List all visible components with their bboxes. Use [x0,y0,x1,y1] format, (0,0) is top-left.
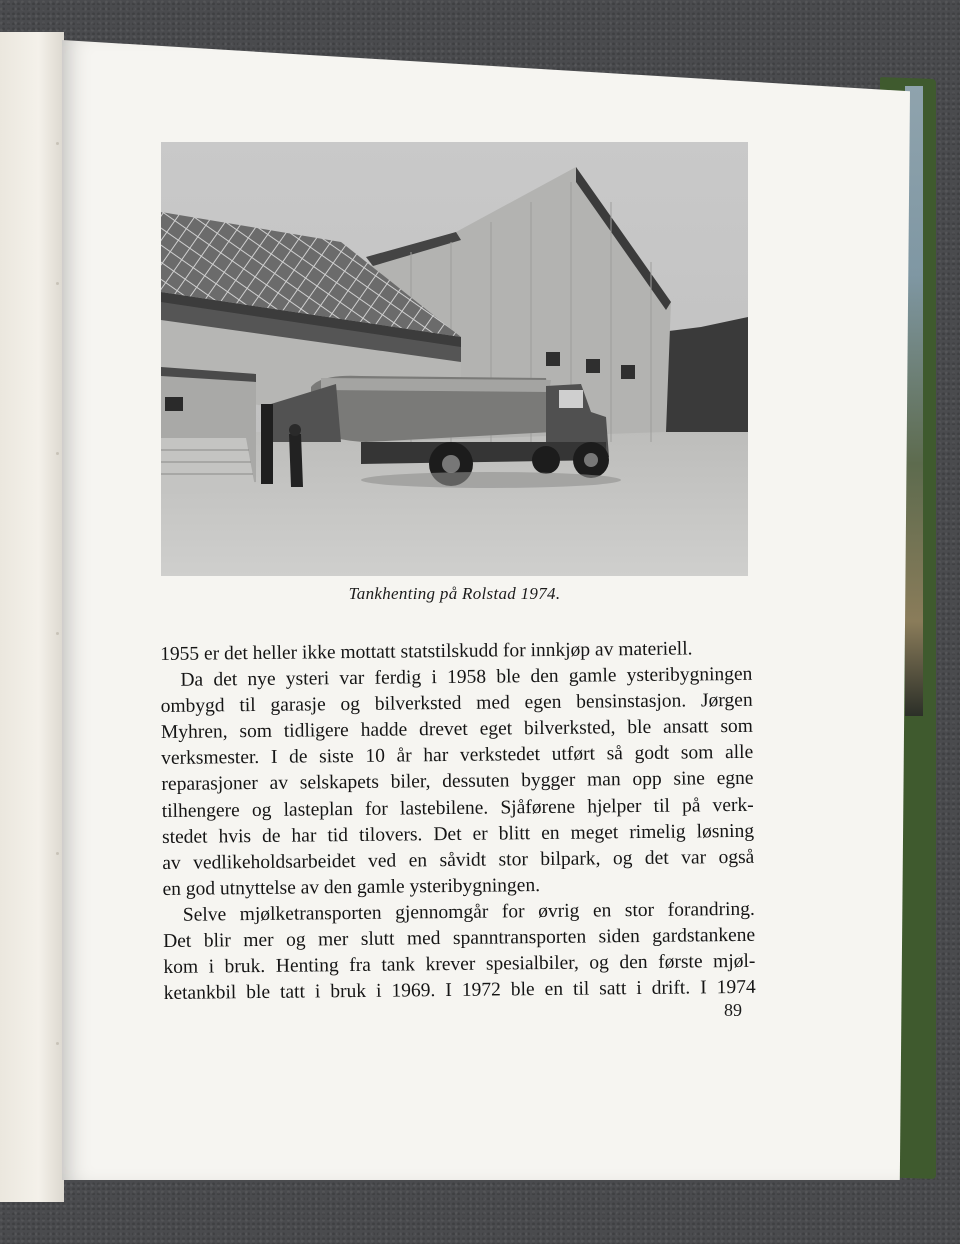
text-line: av vedlikeholdsarbeidet ved en såvidt stor bilpark, og det var også [162,846,755,874]
page-number: 89 [724,1000,742,1020]
left-page-edge [0,32,64,1202]
paragraph [163,897,756,1008]
photo-milk-tanker-truck [161,142,748,576]
text-line: reparasjoner av selskapets biler, dessuten bygger man opp sine egne [161,768,754,796]
text-line: en god utnyttelse av den gamle ysteribygningen. [162,874,541,900]
text-line: kom i bruk. Henting fra tank krever spesialbiler, og den første mjøl- [163,950,756,979]
text-line: stedet hvis de har tid tilovers. Det er blitt en meget rimelig løsning [161,820,755,848]
text-line: ombygd til garasje og bilverksted med egen bensinstasjon. Jørgen [160,689,753,718]
text-line: Da det nye ysteri var ferdig i 1958 ble den gamle ysteribygningen [180,663,753,691]
text-line: Det blir mer og mer slutt med spanntransporten siden gardstankene [163,924,756,953]
text-line: Selve mjølketransporten gjennomgår for øvrig en stor forandring. [182,898,755,926]
text-line: tilhengere og lasteplan for lastebilene. Sjåførene hjelper til på verk- [161,794,754,822]
text-line: Myhren, som tidligere hadde drevet eget bilverksted, ble ansatt som [160,716,754,744]
photo-caption: Tankhenting på Rolstad 1974. [348,584,561,603]
text-line: verksmester. I de siste 10 år har verkstedet utført så godt som alle [161,742,754,770]
paragraph [160,662,754,903]
text-line: 1955 er det heller ikke mottatt statstilskudd for innkjøp av materiell. [160,638,693,665]
text-line: ketankbil ble tatt i bruk i 1969. I 1972 ble en til satt i drift. I 1974 [163,977,756,1005]
body-text [160,636,756,1007]
